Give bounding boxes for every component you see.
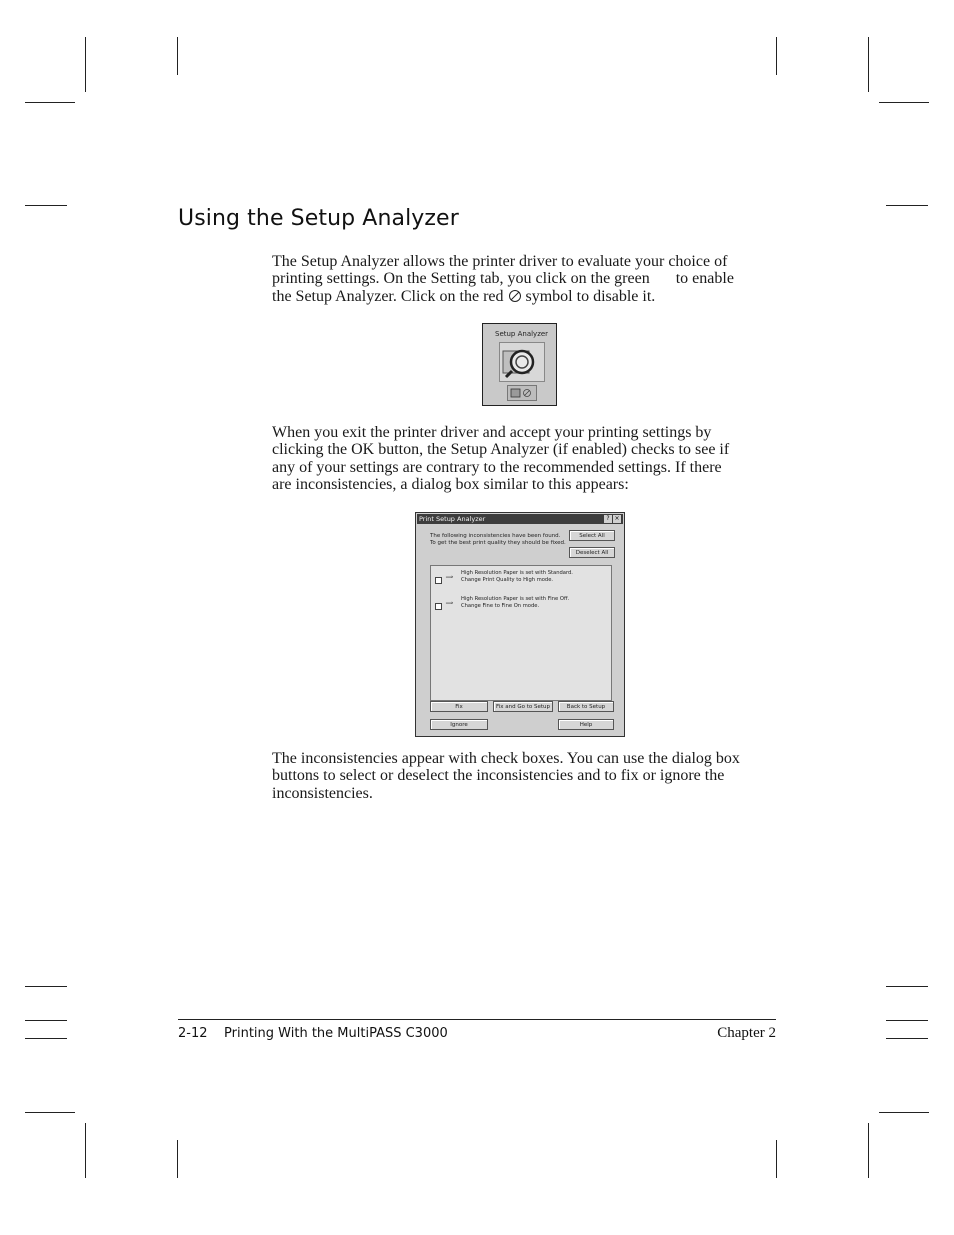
- crop-mark: [25, 1112, 75, 1113]
- crop-mark: [886, 986, 928, 987]
- dialog-titlebar: [417, 514, 623, 524]
- list-item: [435, 596, 570, 610]
- crop-mark: [177, 1140, 178, 1178]
- help-button[interactable]: Help: [558, 719, 614, 730]
- issue-checkbox[interactable]: [435, 603, 442, 610]
- crop-mark: [886, 1020, 928, 1021]
- intro-text: printing settings. On the Setting tab, you click on the green: [272, 270, 650, 288]
- intro-text: symbol to disable it.: [525, 287, 656, 305]
- crop-mark: [776, 37, 777, 75]
- inconsistency-list: [430, 565, 612, 701]
- issue-description: [461, 596, 569, 609]
- intro-line: The Setup Analyzer allows the printer driver to evaluate your choice of: [272, 253, 728, 270]
- crop-mark: [776, 1140, 777, 1178]
- issue-problem: High Resolution Paper is set with Fine Off.: [461, 596, 570, 602]
- crop-mark: [85, 1123, 86, 1178]
- crop-mark: [177, 37, 178, 75]
- closing-paragraph: [272, 750, 777, 802]
- fix-and-go-button[interactable]: Fix and Go to Setup: [493, 701, 553, 712]
- issue-fix: Change Print Quality to High mode.: [461, 576, 554, 583]
- arrow-icon: ⟹: [445, 600, 454, 607]
- crop-mark: [879, 102, 929, 103]
- fix-button[interactable]: Fix: [430, 701, 488, 712]
- ignore-button[interactable]: Ignore: [430, 719, 488, 730]
- exit-line: are inconsistencies, a dialog box similar to this appears:: [272, 475, 629, 493]
- crop-mark: [879, 1112, 929, 1113]
- exit-line: When you exit the printer driver and accept your printing settings by: [272, 424, 712, 441]
- crop-mark: [85, 37, 86, 92]
- crop-mark: [25, 102, 75, 103]
- closing-line: buttons to select or deselect the inconsistencies and to fix or ignore the: [272, 767, 725, 785]
- footer-chapter: Chapter 2: [717, 1025, 776, 1041]
- list-item: [435, 570, 573, 584]
- print-setup-analyzer-dialog: [415, 512, 625, 737]
- crop-mark: [25, 986, 67, 987]
- deselect-all-button[interactable]: Deselect All: [569, 547, 615, 558]
- crop-mark: [886, 1038, 928, 1039]
- panel-title: Setup Analyzer: [495, 330, 549, 338]
- close-icon[interactable]: ×: [614, 515, 620, 522]
- back-to-setup-button[interactable]: Back to Setup: [558, 701, 614, 712]
- crop-mark: [25, 205, 67, 206]
- footer-page-title: 2-12 Printing With the MultiPASS C3000: [178, 1026, 448, 1041]
- intro-paragraph: [272, 253, 777, 305]
- disable-symbol-icon: [508, 289, 522, 303]
- magnifier-printer-icon: [500, 343, 544, 381]
- footer-rule: [178, 1019, 776, 1020]
- crop-mark: [868, 1123, 869, 1178]
- exit-line: any of your settings are contrary to the recommended settings. If there: [272, 458, 722, 476]
- arrow-icon: ⟹: [445, 574, 454, 581]
- closing-line: inconsistencies.: [272, 784, 373, 802]
- exit-paragraph: [272, 424, 777, 493]
- dialog-intro: [430, 533, 570, 547]
- dialog-title: Print Setup Analyzer: [419, 515, 486, 523]
- crop-mark: [25, 1020, 67, 1021]
- analyzer-graphic: [499, 342, 545, 382]
- toggle-icons: [508, 386, 536, 400]
- intro-line: [272, 270, 777, 287]
- setup-analyzer-panel: [482, 323, 557, 406]
- closing-line: The inconsistencies appear with check boxes. You can use the dialog box: [272, 750, 740, 767]
- intro-text: the Setup Analyzer. Click on the red: [272, 287, 504, 305]
- help-icon[interactable]: ?: [604, 515, 612, 523]
- issue-fix: Change Fine to Fine On mode.: [461, 602, 540, 609]
- dialog-intro-line: The following inconsistencies have been found.: [430, 533, 561, 539]
- issue-checkbox[interactable]: [435, 577, 442, 584]
- section-heading: Using the Setup Analyzer: [178, 206, 459, 231]
- dialog-intro-line: To get the best print quality they should be fixed.: [430, 540, 566, 546]
- titlebar-buttons: [603, 515, 621, 523]
- crop-mark: [868, 37, 869, 92]
- select-all-button[interactable]: Select All: [569, 530, 615, 541]
- intro-text: to enable: [675, 270, 734, 288]
- crop-mark: [886, 205, 928, 206]
- issue-problem: High Resolution Paper is set with Standard.: [461, 570, 573, 576]
- intro-line: [272, 288, 777, 305]
- analyzer-toggle-button[interactable]: [507, 385, 537, 401]
- exit-line: clicking the OK button, the Setup Analyzer (if enabled) checks to see if: [272, 441, 730, 459]
- crop-mark: [25, 1038, 67, 1039]
- issue-description: [461, 570, 573, 583]
